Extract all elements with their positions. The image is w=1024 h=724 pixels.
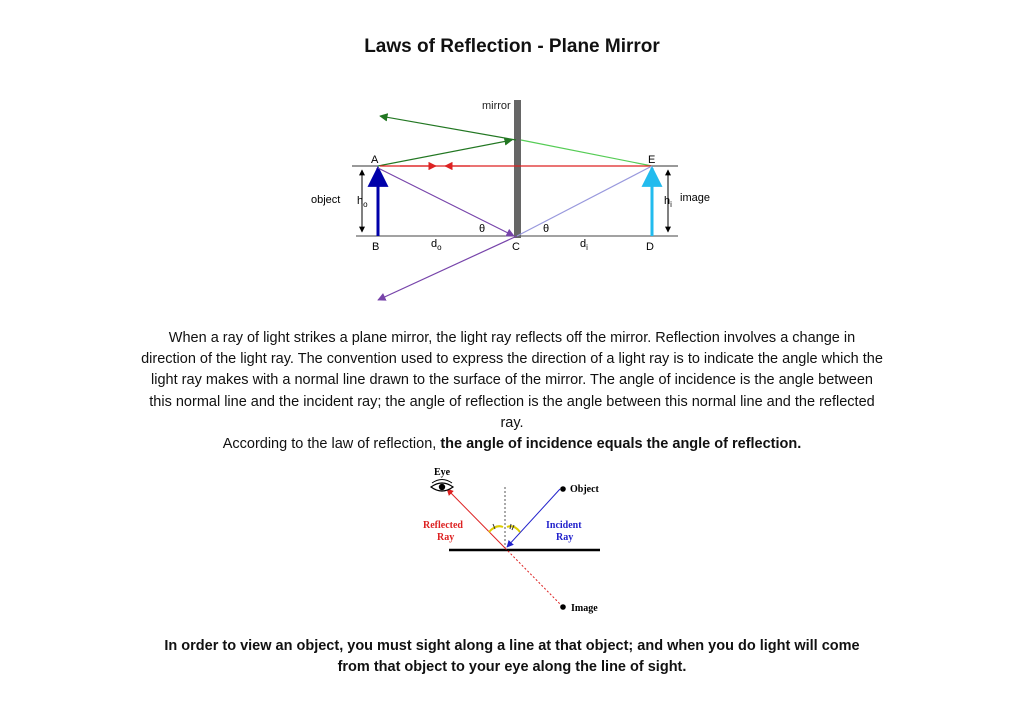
reflected-ray	[447, 489, 505, 548]
reflected-ray-label-line2: Ray	[437, 532, 455, 543]
virtual-image-line	[505, 548, 562, 606]
ray-mirror-to-e	[521, 140, 652, 166]
do-label: $d_o$	[431, 238, 442, 252]
image-dot	[560, 604, 566, 610]
point-d-label: D	[646, 241, 654, 253]
angle-mark-left	[489, 526, 503, 532]
ray-reflected-down	[378, 236, 517, 300]
eye-icon	[431, 480, 453, 492]
law-prefix: According to the law of reflection,	[222, 436, 441, 453]
page-title: Laws of Reflection - Plane Mirror	[364, 36, 660, 57]
hi-label: $h_i$	[664, 195, 672, 209]
di-label: $d_i$	[580, 238, 588, 252]
object-dot	[560, 486, 566, 492]
ho-label: $h_o$	[357, 195, 368, 209]
image-label: Image	[571, 603, 598, 614]
explanation-paragraph: When a ray of light strikes a plane mirror, the light ray reflects off the mirror. Reflection involves a change in direction of the light ray. The convention used to express the direction of a light ray is to indicate the angle which the light ray makes with a normal line drawn to the surface of the mirror. The angle of incidence is the angle between this normal line and the incident ray; the angle of reflection is the angle between this normal line and the reflected ray.	[141, 330, 883, 431]
footer-text: In order to view an object, you must sight along a line at that object; and when you do light will come from that object to your eye along the line of sight.	[164, 638, 860, 675]
object-label: object	[311, 194, 341, 206]
incident-ray-label-line1: Incident	[546, 520, 582, 531]
law-bold: the angle of incidence equals the angle of reflection.	[440, 436, 802, 453]
point-e-label: E	[648, 154, 656, 166]
point-a-label: A	[371, 154, 379, 166]
object-label: Object	[570, 484, 599, 495]
plane-mirror-diagram	[300, 90, 720, 315]
eye-label: Eye	[434, 467, 451, 478]
line-of-sight-diagram	[410, 460, 620, 620]
ray-mirror-reflected	[380, 116, 516, 140]
ray-c-to-e	[517, 166, 652, 236]
law-statement	[140, 434, 884, 455]
point-c-label: C	[512, 241, 520, 253]
incident-ray-label-line2: Ray	[556, 532, 574, 543]
angle-tick-2	[510, 524, 511, 529]
ray-a-to-mirror	[378, 140, 512, 166]
incident-ray	[507, 489, 560, 547]
reflected-ray-label-line1: Reflected	[423, 520, 463, 531]
image-label: image	[680, 192, 710, 204]
theta-left-label: θ	[479, 223, 486, 235]
mirror-label: mirror	[482, 100, 511, 112]
ray-a-to-c	[378, 168, 514, 236]
point-b-label: B	[372, 241, 380, 253]
explanation-text	[140, 328, 884, 455]
theta-right-label: θ	[543, 223, 550, 235]
mirror	[514, 100, 521, 238]
